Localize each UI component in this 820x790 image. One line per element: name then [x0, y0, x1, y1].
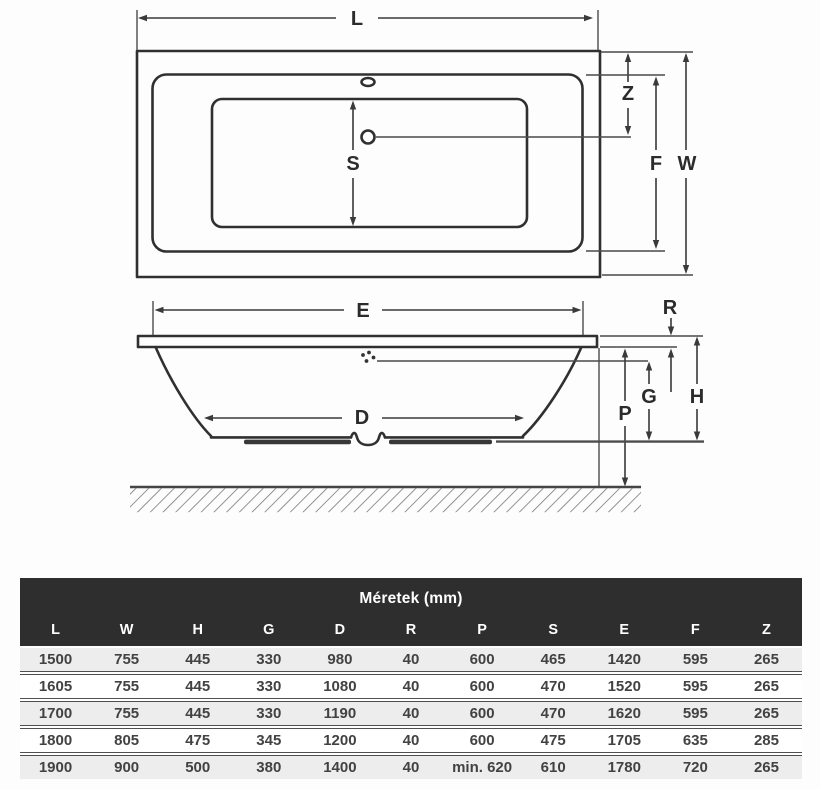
break-symbol [351, 433, 385, 445]
ground-hatch [130, 488, 641, 512]
dim-label-G: G [641, 386, 657, 408]
dim-Z [376, 52, 693, 137]
table-cell: 265 [753, 759, 779, 776]
table-cell: 805 [114, 732, 140, 749]
dim-label-Z: Z [621, 83, 635, 105]
dim-P [599, 348, 632, 487]
column-header: E [619, 622, 630, 638]
table-cell: 500 [185, 759, 211, 776]
foot-rail-left [244, 440, 351, 445]
table-cell: 265 [753, 678, 779, 695]
table-header [20, 578, 802, 646]
table-cell: 1080 [323, 678, 357, 695]
table-cell: 40 [402, 705, 420, 722]
jets-icon [361, 351, 375, 363]
table-cell: 1780 [607, 759, 641, 776]
tub-basin-floor [212, 99, 527, 227]
table-cell: 600 [469, 651, 495, 668]
dim-S [346, 101, 359, 227]
dim-label-L: L [350, 8, 364, 30]
table-cell: 595 [682, 705, 708, 722]
table-cell: 380 [256, 759, 282, 776]
table-cell: 635 [682, 732, 708, 749]
table-cell: 1420 [607, 651, 641, 668]
table-cell: 330 [256, 678, 282, 695]
tub-left-wall [156, 348, 211, 436]
column-header: P [477, 622, 487, 638]
table-cell: 40 [402, 678, 420, 695]
dim-R [600, 297, 703, 392]
column-header-row [20, 614, 802, 646]
dim-label-F: F [649, 153, 663, 175]
table-cell: 445 [185, 678, 211, 695]
table-cell: 445 [185, 651, 211, 668]
table-cell: 330 [256, 651, 282, 668]
table-cell: 595 [682, 651, 708, 668]
table-cell: 40 [402, 732, 420, 749]
table-cell: 1400 [323, 759, 357, 776]
table-cell: 475 [185, 732, 211, 749]
dim-G [377, 361, 657, 441]
ground [130, 487, 641, 512]
table-cell: 1500 [38, 651, 73, 668]
table-cell: 40 [402, 651, 420, 668]
table-row [20, 702, 802, 725]
column-header: L [51, 622, 60, 638]
table-cell: 1200 [323, 732, 357, 749]
table-cell: 755 [114, 705, 140, 722]
table-cell: min. 620 [452, 759, 513, 776]
column-header: D [334, 622, 346, 638]
dim-D [204, 407, 524, 429]
table-cell: 595 [682, 678, 708, 695]
dim-H [496, 337, 704, 442]
table-cell: 445 [185, 705, 211, 722]
dim-label-D: D [354, 407, 370, 429]
table-cell: 330 [256, 705, 282, 722]
table-cell: 470 [540, 678, 566, 695]
table-cell: 600 [469, 678, 495, 695]
table-row [20, 756, 802, 779]
table-cell: 755 [114, 651, 140, 668]
column-header: F [690, 622, 700, 638]
table-cell: 465 [540, 651, 566, 668]
foot-rail-right [389, 440, 492, 445]
table-cell: 475 [540, 732, 566, 749]
table-cell: 265 [753, 705, 779, 722]
table-cell: 1705 [607, 732, 641, 749]
table-row [20, 675, 802, 698]
table-cell: 600 [469, 705, 495, 722]
table-body [20, 648, 802, 779]
table-cell: 285 [753, 732, 779, 749]
table-cell: 1800 [38, 732, 73, 749]
dim-label-E: E [356, 300, 370, 322]
table-cell: 720 [682, 759, 708, 776]
drain-icon [362, 131, 375, 144]
table-row [20, 648, 802, 671]
table-cell: 1605 [38, 678, 73, 695]
table-title: Méretek (mm) [359, 590, 463, 607]
table-cell: 755 [114, 678, 140, 695]
table-cell: 265 [753, 651, 779, 668]
table-cell: 600 [469, 732, 495, 749]
column-header: W [119, 622, 134, 638]
top-view [137, 8, 697, 277]
column-header: H [192, 622, 203, 638]
dim-label-W: W [677, 153, 697, 175]
table-cell: 345 [256, 732, 282, 749]
table-cell: 1700 [38, 705, 73, 722]
table-cell: 40 [402, 759, 420, 776]
dim-E [153, 300, 583, 335]
tub-rim-profile [138, 336, 597, 347]
dim-label-H: H [689, 386, 705, 408]
table-cell: 610 [540, 759, 566, 776]
table-cell: 1620 [607, 705, 641, 722]
column-header: Z [762, 622, 771, 638]
column-header: G [263, 622, 275, 638]
table-cell: 900 [114, 759, 140, 776]
table-cell: 470 [540, 705, 566, 722]
table-cell: 1190 [323, 705, 357, 722]
dim-label-P: P [618, 403, 632, 425]
dimensions-table [20, 578, 802, 779]
overflow-icon [362, 78, 375, 86]
side-view [130, 297, 704, 512]
dim-label-R: R [662, 297, 678, 319]
column-header: R [405, 622, 417, 638]
dim-L [137, 8, 598, 50]
column-header: S [548, 622, 558, 638]
table-cell: 1900 [38, 759, 73, 776]
table-cell: 980 [327, 651, 353, 668]
dim-label-S: S [346, 153, 360, 175]
table-cell: 1520 [607, 678, 641, 695]
table-row [20, 729, 802, 752]
